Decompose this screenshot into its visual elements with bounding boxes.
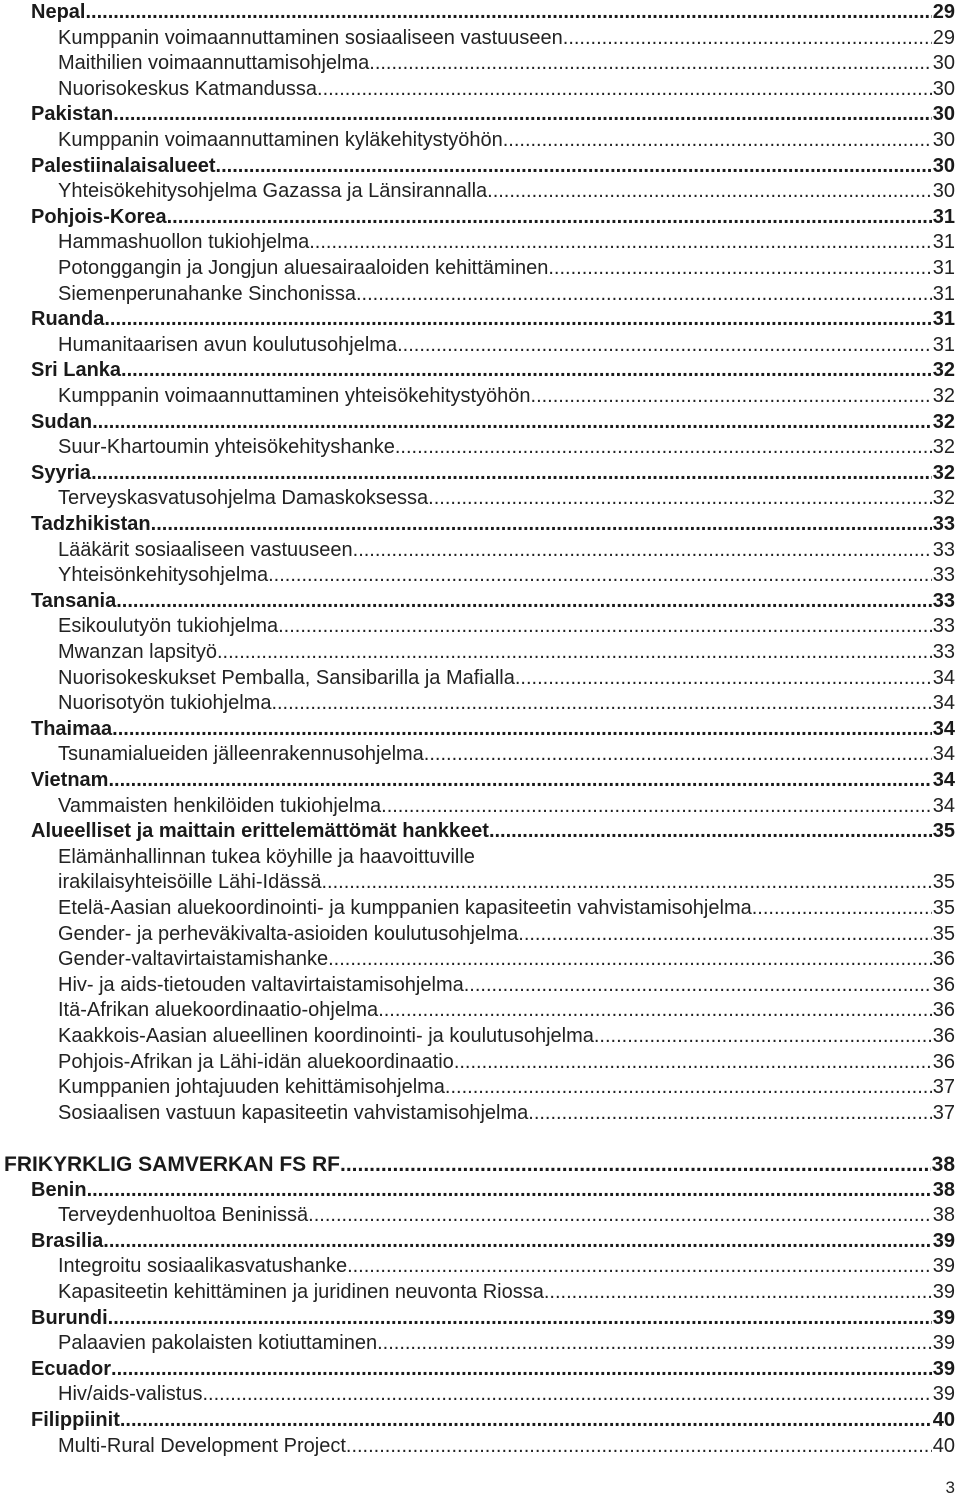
toc-page-number: 30 xyxy=(932,77,955,100)
toc-entry-text: Gender-valtavirtaistamishanke xyxy=(58,948,329,971)
dot-leader xyxy=(308,1203,932,1229)
toc-country-entry[interactable] xyxy=(31,717,955,743)
dot-leader xyxy=(309,230,932,256)
dot-leader xyxy=(116,589,932,615)
toc-page-number: 31 xyxy=(932,205,955,228)
toc-entry-text: Terveyskasvatusohjelma Damaskoksessa xyxy=(58,487,429,510)
toc-entry-text: Mwanzan lapsityö xyxy=(58,641,217,663)
dot-leader xyxy=(395,435,932,461)
dot-leader xyxy=(317,77,932,103)
toc-project-entry[interactable] xyxy=(58,1254,955,1280)
dot-leader xyxy=(151,512,932,538)
toc-entry-text: Nuorisokeskukset Pemballa, Sansibarilla ja Mafialla xyxy=(58,666,515,689)
toc-page-number: 30 xyxy=(932,52,955,75)
toc-entry-text: Tadzhikistan xyxy=(31,513,151,535)
dot-leader xyxy=(464,973,932,999)
toc-page-number: 40 xyxy=(932,1409,955,1431)
toc-country-entry[interactable] xyxy=(31,1229,955,1255)
toc-project-entry[interactable] xyxy=(58,1434,955,1460)
toc-page-number: 39 xyxy=(932,1332,955,1355)
dot-leader xyxy=(120,1408,932,1434)
toc-page-number: 34 xyxy=(932,743,955,766)
dot-leader xyxy=(85,0,931,26)
toc-page-number: 39 xyxy=(932,1255,955,1278)
dot-leader xyxy=(216,154,932,180)
dot-leader xyxy=(563,26,932,52)
toc-project-entry[interactable] xyxy=(58,333,955,359)
dot-leader xyxy=(594,1024,932,1050)
toc-page-number: 39 xyxy=(932,1383,955,1406)
toc-entry-text: Vammaisten henkilöiden tukiohjelma xyxy=(58,794,382,817)
dot-leader xyxy=(353,538,932,564)
dot-leader xyxy=(369,51,931,77)
toc-project-entry[interactable] xyxy=(58,870,955,896)
toc-project-entry[interactable] xyxy=(58,230,955,256)
toc-project-entry[interactable] xyxy=(58,1331,955,1357)
toc-entry-text: Kumppanin voimaannuttaminen sosiaaliseen vastuuseen xyxy=(58,26,563,49)
toc-project-entry[interactable] xyxy=(58,1024,955,1050)
toc-project-entry[interactable] xyxy=(58,179,955,205)
toc-page-number: 29 xyxy=(932,26,955,49)
toc-project-entry[interactable] xyxy=(58,640,955,666)
dot-leader xyxy=(112,717,932,743)
toc-page-number: 39 xyxy=(932,1357,955,1380)
toc-entry-text: Multi-Rural Development Project xyxy=(58,1434,346,1457)
toc-project-entry[interactable] xyxy=(58,1280,955,1306)
toc-page-number: 31 xyxy=(932,282,955,305)
dot-leader xyxy=(378,998,932,1024)
dot-leader xyxy=(92,410,932,436)
dot-leader xyxy=(454,1050,932,1076)
toc-entry-text: Vietnam xyxy=(31,769,109,791)
toc-country-entry[interactable] xyxy=(31,410,955,436)
toc-entry-text: Kapasiteetin kehittäminen ja juridinen neuvonta Riossa xyxy=(58,1281,544,1303)
dot-leader xyxy=(217,640,932,666)
toc-country-entry[interactable] xyxy=(31,589,955,615)
toc-project-entry[interactable] xyxy=(58,691,955,717)
toc-page-number: 36 xyxy=(932,948,955,971)
toc-entry-text: Kumppanin voimaannuttaminen yhteisökehitystyöhön xyxy=(58,385,531,407)
toc-project-entry[interactable] xyxy=(58,1382,955,1408)
toc-entry-text: Ruanda xyxy=(31,308,105,331)
toc-country-entry[interactable] xyxy=(31,102,955,128)
dot-leader xyxy=(356,282,932,308)
toc-country-entry[interactable] xyxy=(31,1408,955,1434)
toc-entry-text: Syyria xyxy=(31,461,92,484)
toc-entry-text: Alueelliset ja maittain erittelemättömät hankkeet xyxy=(31,820,489,843)
toc-page-number: 32 xyxy=(932,487,955,510)
toc-project-entry[interactable] xyxy=(58,947,955,973)
toc-country-entry[interactable] xyxy=(31,0,955,26)
toc-page-number: 34 xyxy=(932,666,955,689)
dot-leader xyxy=(346,1434,932,1460)
toc-project-entry[interactable] xyxy=(58,973,955,999)
toc-page-number: 34 xyxy=(932,769,955,791)
dot-leader xyxy=(377,1331,932,1357)
toc-page-number: 32 xyxy=(932,410,955,433)
toc-project-entry[interactable] xyxy=(58,384,955,410)
toc-entry-text: Siemenperunahanke Sinchonissa xyxy=(58,282,356,305)
dot-leader xyxy=(544,1280,932,1306)
toc-page-number: 38 xyxy=(932,1178,955,1201)
toc-page-number: 30 xyxy=(932,154,955,177)
dot-leader xyxy=(531,384,932,410)
toc-page-number: 35 xyxy=(932,871,955,894)
toc-entry-text: Nuorisotyön tukiohjelma xyxy=(58,692,272,715)
toc-entry-text: Palestiinalaisalueet xyxy=(31,154,216,177)
toc-page-number: 36 xyxy=(932,1025,955,1047)
toc-entry-text: Etelä-Aasian aluekoordinointi- ja kumppanien kapasiteetin vahvistamisohjelma xyxy=(58,897,752,919)
toc-page-number: 36 xyxy=(932,999,955,1022)
toc-project-entry[interactable] xyxy=(58,128,955,154)
toc-project-entry[interactable] xyxy=(58,486,955,512)
toc-page-number: 29 xyxy=(932,1,955,23)
toc-project-entry[interactable] xyxy=(58,538,955,564)
toc-entry-text: Lääkärit sosiaaliseen vastuuseen xyxy=(58,538,353,561)
toc-entry-text: Tansania xyxy=(31,589,117,612)
toc-page-number: 35 xyxy=(932,820,955,843)
toc-entry-text: Yhteisökehitysohjelma Gazassa ja Länsirannalla xyxy=(58,180,488,203)
dot-leader xyxy=(271,691,931,717)
toc-country-entry[interactable] xyxy=(31,358,955,384)
toc-project-entry[interactable] xyxy=(58,1075,955,1101)
toc-entry-text: Itä-Afrikan aluekoordinaatio-ohjelma xyxy=(58,999,379,1022)
toc-country-entry[interactable] xyxy=(31,1178,955,1204)
toc-page-number: 31 xyxy=(932,257,955,279)
toc-project-entry[interactable] xyxy=(58,1101,955,1127)
dot-leader xyxy=(528,1101,931,1127)
toc-country-entry[interactable] xyxy=(31,461,955,487)
toc-page-number: 35 xyxy=(932,922,955,945)
dot-leader xyxy=(91,461,932,487)
toc-country-entry[interactable] xyxy=(31,768,955,794)
dot-leader xyxy=(167,205,932,231)
toc-entry-text: Benin xyxy=(31,1178,87,1201)
toc-page-number: 32 xyxy=(932,359,955,382)
toc-entry-text: Hiv/aids-valistus xyxy=(58,1383,203,1406)
toc-entry-text: Esikoulutyön tukiohjelma xyxy=(58,615,279,638)
dot-leader xyxy=(202,1382,931,1408)
toc-page-number: 33 xyxy=(932,615,955,638)
toc-entry-text: Kaakkois-Aasian alueellinen koordinointi- ja koulutusohjelma xyxy=(58,1025,594,1047)
toc-page-number: 37 xyxy=(932,1076,955,1099)
toc-entry-text: Filippiinit xyxy=(31,1409,120,1431)
toc-country-entry[interactable] xyxy=(31,154,955,180)
toc-entry-text: Pohjois-Afrikan ja Lähi-idän aluekoordinaatio xyxy=(58,1050,454,1073)
toc-entry-text: Maithilien voimaannuttamisohjelma xyxy=(58,52,370,75)
dot-leader xyxy=(397,333,932,359)
toc-page-number: 33 xyxy=(932,538,955,561)
toc-page-number: 33 xyxy=(932,641,955,663)
toc-page-number: 31 xyxy=(932,231,955,254)
dot-leader xyxy=(104,307,931,333)
toc-entry-text: Sri Lanka xyxy=(31,359,122,382)
toc-project-entry[interactable] xyxy=(58,794,955,820)
toc-project-entry[interactable] xyxy=(58,614,955,640)
toc-page-number: 34 xyxy=(932,692,955,715)
toc-entry-text: Potonggangin ja Jongjun aluesairaaloiden kehittäminen xyxy=(58,257,549,279)
toc-page-number: 37 xyxy=(932,1101,955,1124)
toc-entry-text: Nuorisokeskus Katmandussa xyxy=(58,77,318,100)
toc-project-entry[interactable] xyxy=(58,1050,955,1076)
toc-entry-text: Integroitu sosiaalikasvatushanke xyxy=(58,1255,348,1278)
dot-leader xyxy=(108,768,931,794)
toc-page-number: 31 xyxy=(932,333,955,356)
toc-entry-text: FRIKYRKLIG SAMVERKAN FS RF xyxy=(4,1153,340,1176)
toc-country-entry[interactable] xyxy=(31,819,955,845)
toc-project-entry[interactable] xyxy=(58,563,955,589)
dot-leader xyxy=(445,1075,932,1101)
dot-leader xyxy=(340,1152,931,1178)
dot-leader xyxy=(503,128,932,154)
toc-entry-text: Nepal xyxy=(31,1,86,23)
dot-leader xyxy=(487,179,932,205)
toc-project-entry[interactable] xyxy=(58,51,955,77)
toc-page-number: 34 xyxy=(932,717,955,740)
dot-leader xyxy=(121,358,932,384)
toc-page-number: 31 xyxy=(932,308,955,331)
toc-project-entry[interactable] xyxy=(58,435,955,461)
toc-page-number: 36 xyxy=(932,1050,955,1073)
toc-country-entry[interactable] xyxy=(31,1306,955,1332)
toc-entry-text: Sudan xyxy=(31,410,93,433)
toc-entry-text: Thaimaa xyxy=(31,717,113,740)
toc-entry-text: Pakistan xyxy=(31,103,114,126)
toc-country-entry[interactable] xyxy=(31,512,955,538)
toc-page-number: 39 xyxy=(932,1229,955,1252)
toc-project-entry[interactable] xyxy=(58,256,955,282)
dot-leader xyxy=(328,947,932,973)
dot-leader xyxy=(111,1357,932,1383)
toc-entry-text: Hammashuollon tukiohjelma xyxy=(58,231,310,254)
toc-page-number: 39 xyxy=(932,1281,955,1303)
toc-entry-text: Terveydenhuoltoa Beninissä xyxy=(58,1204,309,1227)
toc-entry-text: Tsunamialueiden jälleenrakennusohjelma xyxy=(58,743,424,766)
toc-page-number: 38 xyxy=(931,1153,955,1176)
toc-country-entry[interactable] xyxy=(31,1357,955,1383)
dot-leader xyxy=(268,563,932,589)
toc-page-number: 32 xyxy=(932,385,955,407)
toc-page-number: 33 xyxy=(932,589,955,612)
page-number: 3 xyxy=(945,1478,955,1497)
toc-page-number: 38 xyxy=(932,1204,955,1227)
toc-project-entry[interactable] xyxy=(58,26,955,52)
dot-leader xyxy=(518,922,931,948)
toc-entry-text: Palaavien pakolaisten kotiuttaminen xyxy=(58,1332,378,1355)
toc-page-number: 32 xyxy=(932,461,955,484)
toc-page-number: 33 xyxy=(932,513,955,535)
toc-project-entry[interactable] xyxy=(58,922,955,948)
toc-entry-text: Suur-Khartoumin yhteisökehityshanke xyxy=(58,436,395,459)
toc-entry-text: Kumppanin voimaannuttaminen kyläkehitystyöhön xyxy=(58,129,503,151)
dot-leader xyxy=(278,614,932,640)
toc-entry-text-continued: Elämänhallinnan tukea köyhille ja haavoittuville xyxy=(58,845,475,868)
toc-entry-text: Brasilia xyxy=(31,1229,104,1252)
toc-entry-text: Kumppanien johtajuuden kehittämisohjelma xyxy=(58,1076,445,1099)
toc-country-entry[interactable] xyxy=(31,205,955,231)
dot-leader xyxy=(489,819,932,845)
toc-page-number: 40 xyxy=(932,1434,955,1457)
dot-leader xyxy=(548,256,931,282)
toc-project-entry[interactable] xyxy=(58,742,955,768)
toc-project-entry[interactable] xyxy=(58,666,955,692)
toc-entry-text: Ecuador xyxy=(31,1357,112,1380)
toc-entry-text: Sosiaalisen vastuun kapasiteetin vahvistamisohjelma xyxy=(58,1101,529,1124)
dot-leader xyxy=(103,1229,931,1255)
toc-page-number: 36 xyxy=(932,973,955,996)
toc-entry-text: Yhteisönkehitysohjelma xyxy=(58,564,269,587)
dot-leader xyxy=(108,1306,932,1332)
dot-leader xyxy=(428,486,932,512)
dot-leader xyxy=(347,1254,932,1280)
toc-entry-text: Burundi xyxy=(31,1306,108,1329)
toc-page-number: 32 xyxy=(932,436,955,459)
dot-leader xyxy=(113,102,931,128)
toc-page-number: 30 xyxy=(932,129,955,151)
toc-page-number: 30 xyxy=(932,103,955,126)
toc-project-entry[interactable] xyxy=(58,77,955,103)
toc-project-entry[interactable] xyxy=(58,282,955,308)
toc-entry-text: Pohjois-Korea xyxy=(31,205,167,228)
toc-project-entry[interactable] xyxy=(58,998,955,1024)
dot-leader xyxy=(381,794,932,820)
dot-leader xyxy=(87,1178,932,1204)
dot-leader xyxy=(515,666,932,692)
toc-page-number: 33 xyxy=(932,564,955,587)
toc-page-number: 39 xyxy=(932,1306,955,1329)
toc-entry-text: Humanitaarisen avun koulutusohjelma xyxy=(58,333,398,356)
toc-country-entry[interactable] xyxy=(31,307,955,333)
toc-page-number: 34 xyxy=(932,794,955,817)
toc-project-entry[interactable] xyxy=(58,896,955,922)
dot-leader xyxy=(321,870,931,896)
toc-project-entry[interactable] xyxy=(58,1203,955,1229)
dot-leader xyxy=(424,742,932,768)
toc-page-number: 30 xyxy=(932,180,955,203)
dot-leader xyxy=(752,896,932,922)
toc-entry-text: irakilaisyhteisöille Lähi-Idässä xyxy=(58,871,322,894)
toc-entry-text: Hiv- ja aids-tietouden valtavirtaistamisohjelma xyxy=(58,973,464,996)
toc-section-heading[interactable] xyxy=(4,1152,955,1178)
toc-entry-text: Gender- ja perheväkivalta-asioiden koulutusohjelma xyxy=(58,922,519,945)
toc-page-number: 35 xyxy=(932,897,955,919)
